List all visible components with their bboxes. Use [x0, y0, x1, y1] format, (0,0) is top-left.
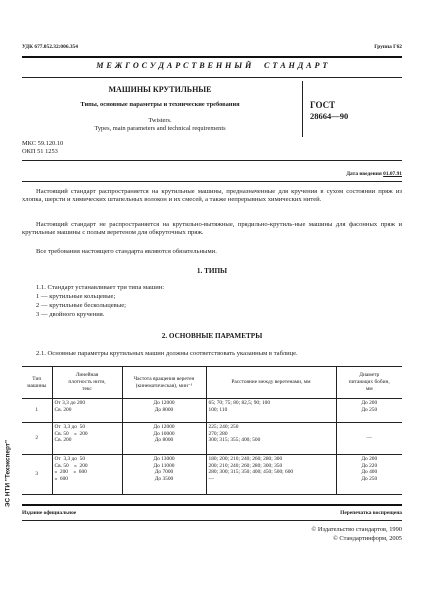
gost-label: ГОСТ	[310, 100, 336, 110]
doc-subtitle: Типы, основные параметры и технические требования	[80, 101, 240, 108]
standard-banner: М Е Ж Г О С У Д А Р С Т В Е Н Н Ы Й С Т А Н Д А Р Т	[96, 61, 328, 70]
cell-diameter: До 200 До 220 До 400 До 250	[336, 455, 402, 495]
side-stamp: ЭС НТИ "Техэксперт"	[4, 440, 12, 507]
header-speed: Частота вращения веретен (кинематическая), мин⁻¹	[122, 367, 206, 399]
intro-date-label: Дата введения	[346, 171, 382, 177]
header-diameter: Диаметр питающих бобин, мм	[336, 367, 402, 399]
intro-date	[346, 171, 402, 178]
official-edition: Издание официальное	[22, 510, 77, 516]
parameters-table	[22, 366, 402, 495]
section1-line-3: 2 — крутильные бесколыцевые;	[36, 302, 126, 309]
banner-divider	[22, 77, 402, 78]
intro-paragraph-3: Все требования настоящего стандарта являются обязательными.	[36, 248, 217, 255]
copyright-2: © Стандартинформ, 2005	[332, 535, 402, 542]
section1-line-2: 1 — крутильные кольцевые;	[36, 293, 116, 300]
table-header-row	[22, 367, 402, 399]
cell-type: 3	[22, 455, 52, 495]
cell-density: От 3,3 до 200 Св. 200	[52, 399, 122, 423]
table-row	[22, 455, 402, 495]
cell-diameter: —	[336, 423, 402, 455]
table-row	[22, 399, 402, 423]
table-row	[22, 423, 402, 455]
footer-divider-2	[22, 520, 402, 521]
section1-line-1: 1.1. Стандарт устанавливает три типа машин:	[36, 284, 165, 291]
header-type: Тип машины	[22, 367, 52, 399]
section1-heading: 1. ТИПЫ	[196, 267, 228, 275]
section2-heading: 2. ОСНОВНЫЕ ПАРАМЕТРЫ	[161, 332, 263, 340]
cell-speed: До 12000 До 10000 До 8000	[122, 423, 206, 455]
intro-date-value: 01.07.91	[383, 171, 402, 177]
cell-distance: 180; 200; 210; 240; 260; 280; 300 200; 210; 240; 260; 280; 300; 350 280; 300; 315; 350; 400; 450; 500; 600 —	[206, 455, 336, 495]
group-code: Группа Г62	[374, 44, 402, 50]
codes-divider	[22, 160, 402, 161]
cell-speed: До 12000 До 8000	[122, 399, 206, 423]
cell-diameter: До 200 До 250	[336, 399, 402, 423]
cell-speed: До 13000 До 11000 До 7000 До 3500	[122, 455, 206, 495]
copyright-1: © Издательство стандартов, 1990	[311, 526, 402, 533]
udk-code: УДК 677.052.32:006.354	[22, 44, 78, 50]
header-distance: Расстояние между веретенами, мм	[206, 367, 336, 399]
cell-density: От 3,3 до 50 Св. 50 » 200 » 200 » 600 » 600	[52, 455, 122, 495]
section1-line-4: 3 — двойного кручения.	[36, 311, 105, 318]
section2-paragraph: 2.1. Основные параметры крутильных машин должны соответствовать указанным в таблице.	[36, 350, 298, 357]
cell-density: От 3,3 до 50 Св. 50 » 200 Св. 200	[52, 423, 122, 455]
mks-code: МКС 59.120.10	[22, 140, 64, 147]
footer-divider	[22, 504, 402, 506]
cell-type: 1	[22, 399, 52, 423]
cell-type: 2	[22, 423, 52, 455]
top-divider	[22, 56, 402, 58]
doc-title: МАШИНЫ КРУТИЛЬНЫЕ	[108, 85, 212, 94]
gost-number: 28664—90	[310, 111, 349, 121]
header-density: Линейная плотность нити, текс	[52, 367, 122, 399]
intro-paragraph-2: Настоящий стандарт не распространяется на крутильно-вытяжные, прядильно-крутиль-ные машины для фасонных пряж и крутильные машины с полым веретеном для обкруточных пряж.	[22, 221, 402, 237]
date-divider	[22, 181, 402, 182]
reprint-prohibited: Перепечатка воспрещена	[340, 510, 402, 516]
cell-distance: 65; 70; 75; 80; 82,5; 90; 100 100; 110	[206, 399, 336, 423]
title-vertical-divider	[302, 81, 303, 137]
intro-paragraph-1: Настоящий стандарт распространяется на крутильные машины, предназначенные для кручения в сухом состоянии пряж из хлопка, шерсти и химических штапельных волокон и их смесей, а также непрерывных химических нитей.	[22, 188, 402, 204]
doc-title-en-2: Types, main parameters and technical requirements	[94, 125, 226, 132]
cell-distance: 225; 240; 250 270; 280 300; 315; 355; 400; 500	[206, 423, 336, 455]
doc-title-en-1: Twisters.	[148, 117, 172, 124]
okp-code: ОКП 51 1253	[22, 148, 58, 155]
